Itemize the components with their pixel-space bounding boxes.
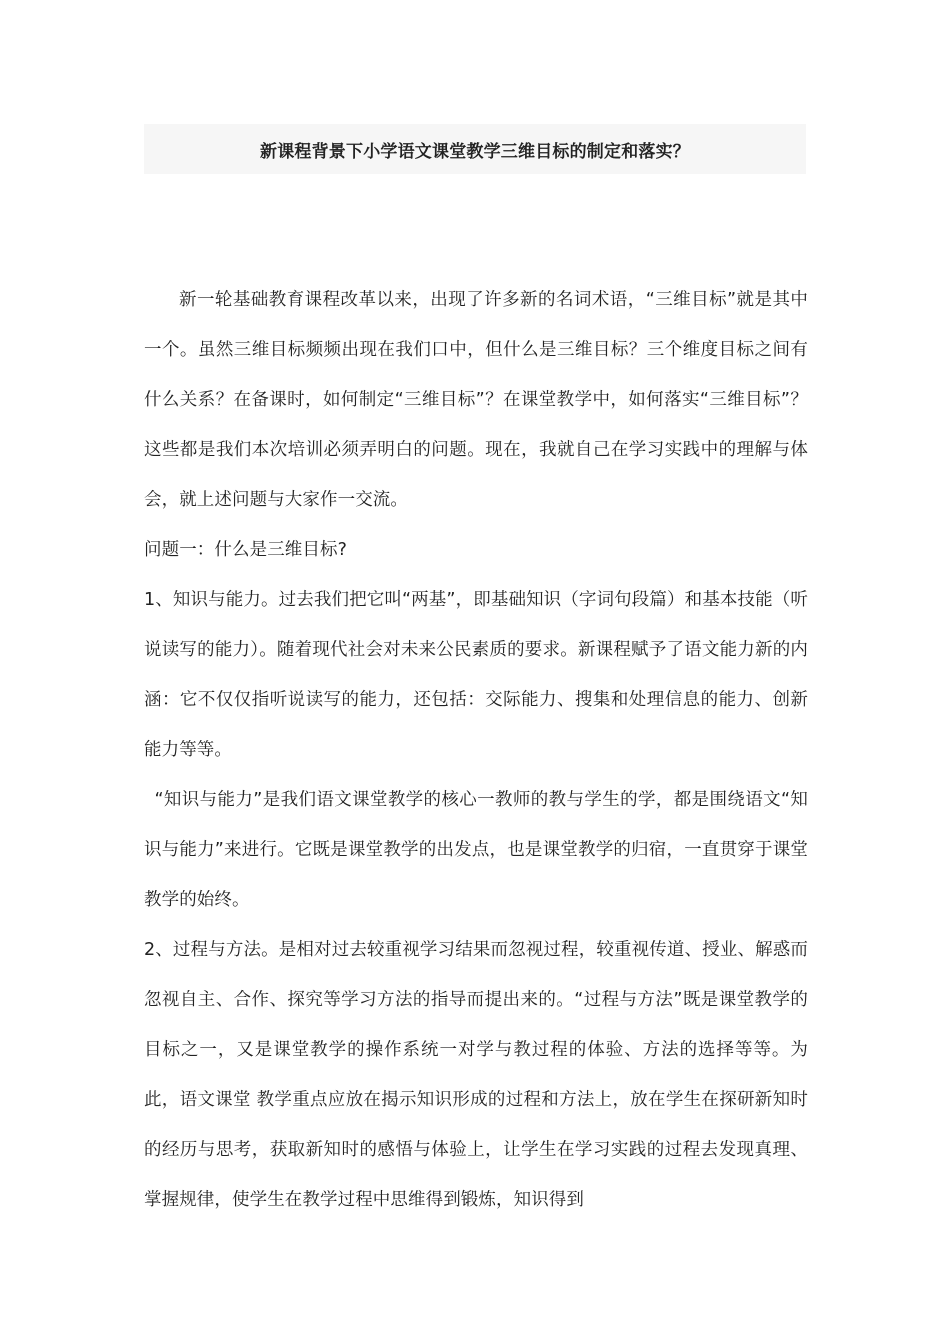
document-body: [144, 275, 808, 1225]
title-banner: [144, 124, 806, 174]
section-heading-question-one: 问题一：什么是三维目标?: [144, 540, 347, 560]
paragraph-knowledge-ability-core: “知识与能力”是我们语文课堂教学的核心一教师的教与学生的学，都是围绕语文“知识与能力”来进行。它既是课堂教学的出发点，也是课堂教学的归宿，一直贯穿于课堂教学的始终。: [144, 790, 808, 910]
paragraph-intro: 新一轮基础教育课程改革以来，出现了许多新的名词术语，“三维目标”就是其中一个。虽然三维目标频频出现在我们口中，但什么是三维目标？三个维度目标之间有什么关系？在备课时，如何制定“三维目标”？在课堂教学中，如何落实“三维目标”？这些都是我们本次培训必须弄明白的问题。现在，我就自己在学习实践中的理解与体会，就上述问题与大家作一交流。: [144, 290, 808, 510]
paragraph-process-method: 2、过程与方法。是相对过去较重视学习结果而忽视过程，较重视传道、授业、解惑而忽视自主、合作、探究等学习方法的指导而提出来的。“过程与方法”既是课堂教学的目标之一，又是课堂教学的操作系统一对学与教过程的体验、方法的选择等等。为此，语文课堂 教学重点应放在揭示知识形成的过程和方法上，放在学生在探研新知时的经历与思考，获取新知时的感悟与体验上，让学生在学习实践的过程去发现真理、掌握规律，使学生在教学过程中思维得到锻炼，知识得到: [144, 940, 808, 1210]
paragraph-knowledge-ability: 1、知识与能力。过去我们把它叫“两基”，即基础知识（字词句段篇）和基本技能（听说读写的能力）。随着现代社会对未来公民素质的要求。新课程赋予了语文能力新的内涵：它不仅仅指听说读写的能力，还包括：交际能力、搜集和处理信息的能力、创新能力等等。: [144, 590, 808, 760]
document-title: 新课程背景下小学语文课堂教学三维目标的制定和落实？: [260, 141, 690, 162]
